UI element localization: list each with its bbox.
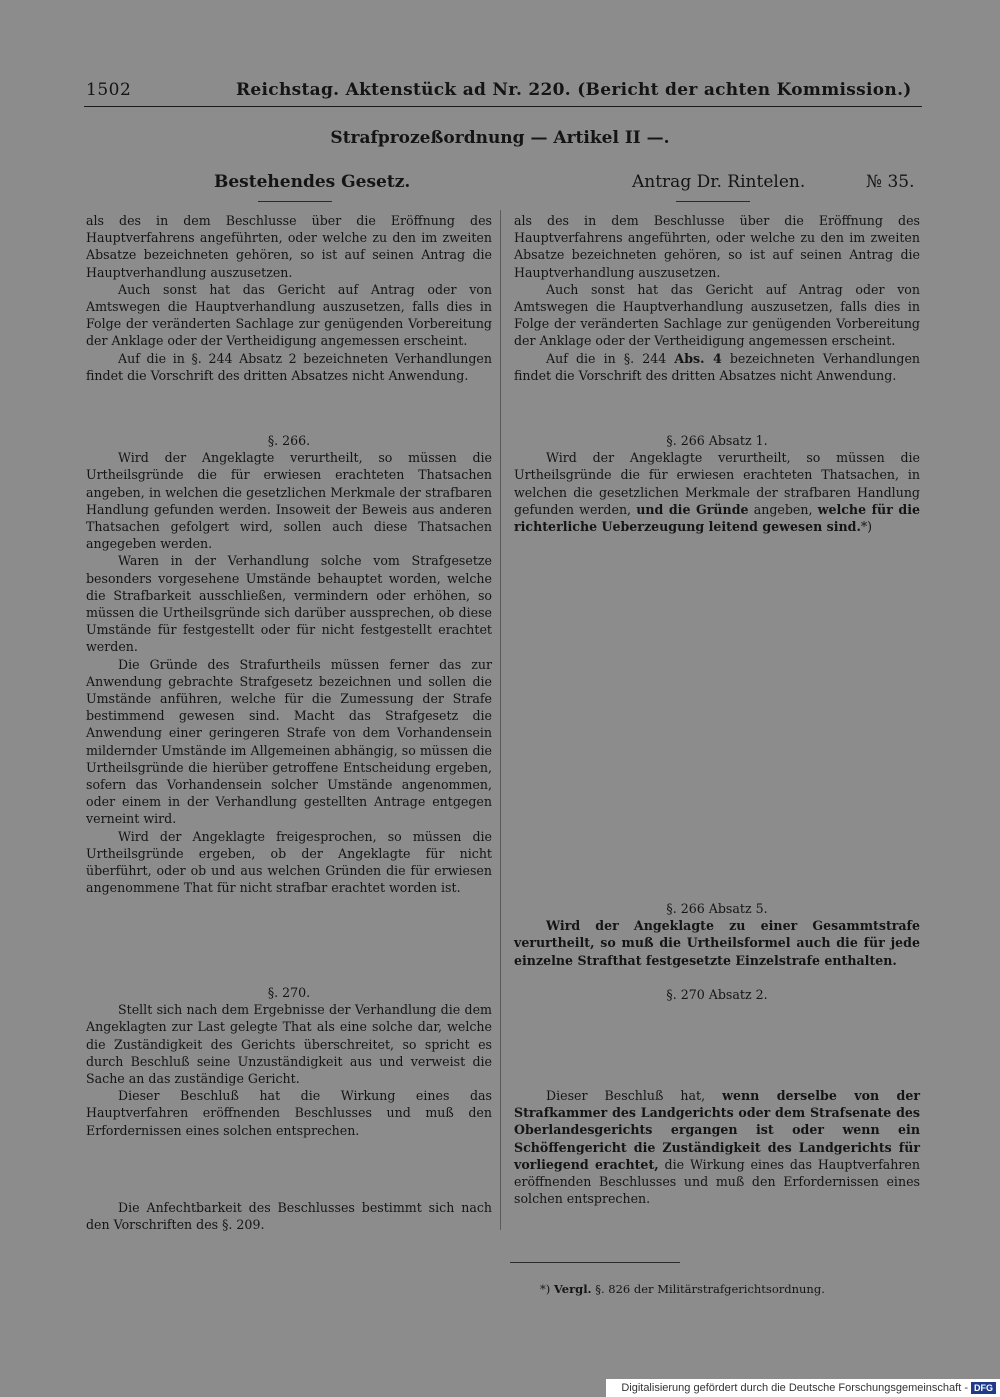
right-section-266-5 [514,900,920,969]
right-b1-p3-text-a: Auf die in §. 244 [546,350,675,366]
right-s266-1-bold-d: welche für die richterliche Ueberzeugung leitend gewesen sind. [514,501,920,535]
right-s270-2-bold-b: wenn derselbe von der Strafkammer des Landgerichts oder dem Strafsenate des Oberlandesgerichts ergangen ist oder wenn ein Schöffengericht die Zuständigkeit des Landgerichts für vorliegend erachtet, [514,1088,920,1172]
left-s270-heading: §. 270. [267,985,311,1000]
right-s266-1-text-c: angeben, [748,501,818,517]
right-s266-1-footnote-mark: *) [860,519,873,535]
footnote-mark: *) [540,1282,554,1296]
right-s266-1-text-a: Wird der Angeklagte verurtheilt, so müssen die Urtheilsgründe die für erwiesen erachteten Thatsachen, in welchen die gesetzlichen Merkmale der strafbaren Handlung gefunden werden, [514,450,920,517]
column-divider [500,210,501,1230]
left-s266-heading: §. 266. [267,433,311,448]
running-head: Reichstag. Aktenstück ad Nr. 220. (Bericht der achten Kommission.) [236,80,912,100]
right-b1-paragraph-3 [514,350,920,384]
left-s266-paragraph-2: Waren in der Verhandlung solche vom Strafgesetze besonders vorgesehene Umstände behauptet worden, welche die Strafbarkeit ausschließen, vermindern oder erhöhen, so müssen die Urtheilsgründe sich darüber aussprechen, ob diese Umstände für festgestellt oder für nicht festgestellt erachtet werden. [86,553,492,655]
digitization-banner [606,1379,1000,1397]
right-s270-2-paragraph [514,1087,920,1207]
left-section-270 [86,984,492,1139]
right-s266-1-paragraph [514,449,920,535]
left-b1-paragraph-3: Auf die in §. 244 Absatz 2 bezeichneten Verhandlungen findet die Vorschrift des dritten Absatzes nicht Anwendung. [86,350,492,383]
left-s266-paragraph-1: Wird der Angeklagte verurtheilt, so müssen die Urtheilsgründe die für erwiesen erachteten Thatsachen angeben, in welchen die gesetzlichen Merkmale der strafbaren Handlung gefunden werden. Insoweit der Beweis aus anderen Thatsachen gefolgert wird, sollen auch diese Thatsachen angegeben werden. [86,450,492,552]
footnote-text: §. 826 der Militärstrafgerichtsordnung. [591,1282,825,1296]
right-column-heading: Antrag Dr. Rintelen. [632,172,806,192]
left-column-heading: Bestehendes Gesetz. [214,172,411,192]
right-b1-p3-bold: Abs. 4 [674,350,722,366]
right-block-1 [514,212,920,384]
left-s270-paragraph-1: Stellt sich nach dem Ergebnisse der Verhandlung die dem Angeklagten zur Last gelegte That als eine solche dar, welche die Zuständigkeit des Gerichts überschreitet, so spricht es durch Beschluß seine Unzuständigkeit aus und verweist die Sache an das zuständige Gericht. [86,1002,492,1087]
right-heading-rule [676,201,750,202]
left-heading-rule [258,201,332,202]
right-s270-2-text-a: Dieser Beschluß hat, [546,1088,723,1103]
footnote-bold: Vergl. [553,1282,592,1296]
left-s270-paragraph-3-block [86,1199,492,1233]
right-s270-2-text-c: die Wirkung eines das Hauptverfahren eröffnenden Beschlusses und muß den Erfordernissen eines solchen entsprechen. [514,1156,920,1207]
right-s266-1-bold-b: und die Gründe [636,501,749,517]
right-s266-1-heading: §. 266 Absatz 1. [666,433,768,448]
section-title: Strafprozeßordnung — Artikel II —. [330,128,670,148]
dfg-logo-icon: DFG [971,1382,996,1394]
right-section-270-2 [514,1087,920,1207]
right-b1-paragraph-2: Auch sonst hat das Gericht auf Antrag oder von Amtswegen die Hauptverhandlung auszusetzen, falls dies in Folge der veränderten Sachlage zur genügenden Vorbereitung der Anklage oder der Vertheidigung angemessen erscheint. [514,281,920,349]
digitization-text: Digitalisierung gefördert durch die Deutsche Forschungsgemeinschaft - [621,1382,968,1394]
left-b1-paragraph-2: Auch sonst hat das Gericht auf Antrag oder von Amtswegen die Hauptverhandlung auszusetzen, falls dies in Folge der veränderten Sachlage zur genügenden Vorbereitung der Anklage oder der Vertheidigung angemessen erscheint. [86,281,492,349]
page-number: 1502 [86,80,132,100]
header-rule [84,106,922,107]
proposal-number: № 35. [866,172,915,192]
right-b1-p3-text-c: bezeichneten Verhandlungen findet die Vorschrift des dritten Absatzes nicht Anwendung. [514,350,921,383]
right-section-266-1 [514,432,920,535]
right-b1-paragraph-1: als des in dem Beschlusse über die Eröffnung des Hauptverfahrens angeführten, oder welche zu den im zweiten Absatze bezeichneten gehören, so ist auf seinen Antrag die Hauptverhandlung auszusetzen. [514,213,920,280]
left-block-1 [86,212,492,384]
left-s270-paragraph-2: Dieser Beschluß hat die Wirkung eines das Hauptverfahren eröffnenden Beschlusses und muß den Erfordernissen eines solchen entsprechen. [86,1088,492,1138]
footnote-rule [510,1262,680,1263]
right-s270-2-heading: §. 270 Absatz 2. [666,987,768,1002]
left-section-266 [86,432,492,896]
left-s266-paragraph-4: Wird der Angeklagte freigesprochen, so müssen die Urtheilsgründe ergeben, ob der Angeklagte für nicht überführt, oder ob und aus welchen Gründen die für erwiesen angenommene That für nicht strafbar erachtet worden ist. [86,828,492,896]
footnote [540,1282,825,1296]
left-b1-paragraph-1: als des in dem Beschlusse über die Eröffnung des Hauptverfahrens angeführten, oder welche zu den im zweiten Absatze bezeichneten gehören, so ist auf seinen Antrag die Hauptverhandlung auszusetzen. [86,213,492,280]
left-s270-paragraph-3: Die Anfechtbarkeit des Beschlusses bestimmt sich nach den Vorschriften des §. 209. [86,1200,492,1233]
right-section-270-2-heading-block [514,986,920,1003]
right-s266-5-heading: §. 266 Absatz 5. [666,901,768,916]
left-s266-paragraph-3: Die Gründe des Strafurtheils müssen ferner das zur Anwendung gebrachte Strafgesetz bezeichnen und sollen die Umstände anführen, welche für die Zumessung der Strafe bestimmend gewesen sind. Macht das Strafgesetz die Anwendung einer geringeren Strafe von dem Vorhandensein mildernder Umstände im Allgemeinen abhängig, so müssen die Urtheilsgründe die hierüber getroffene Entscheidung ergeben, sofern das Vorhandensein solcher Umstände angenommen, oder einem in der Verhandlung gestellten Antrage entgegen verneint wird. [86,656,492,827]
right-s266-5-paragraph: Wird der Angeklagte zu einer Gesammtstrafe verurtheilt, so muß die Urtheilsformel auch die für jede einzelne Strafthat festgesetzte Einzelstrafe enthalten. [514,918,920,968]
